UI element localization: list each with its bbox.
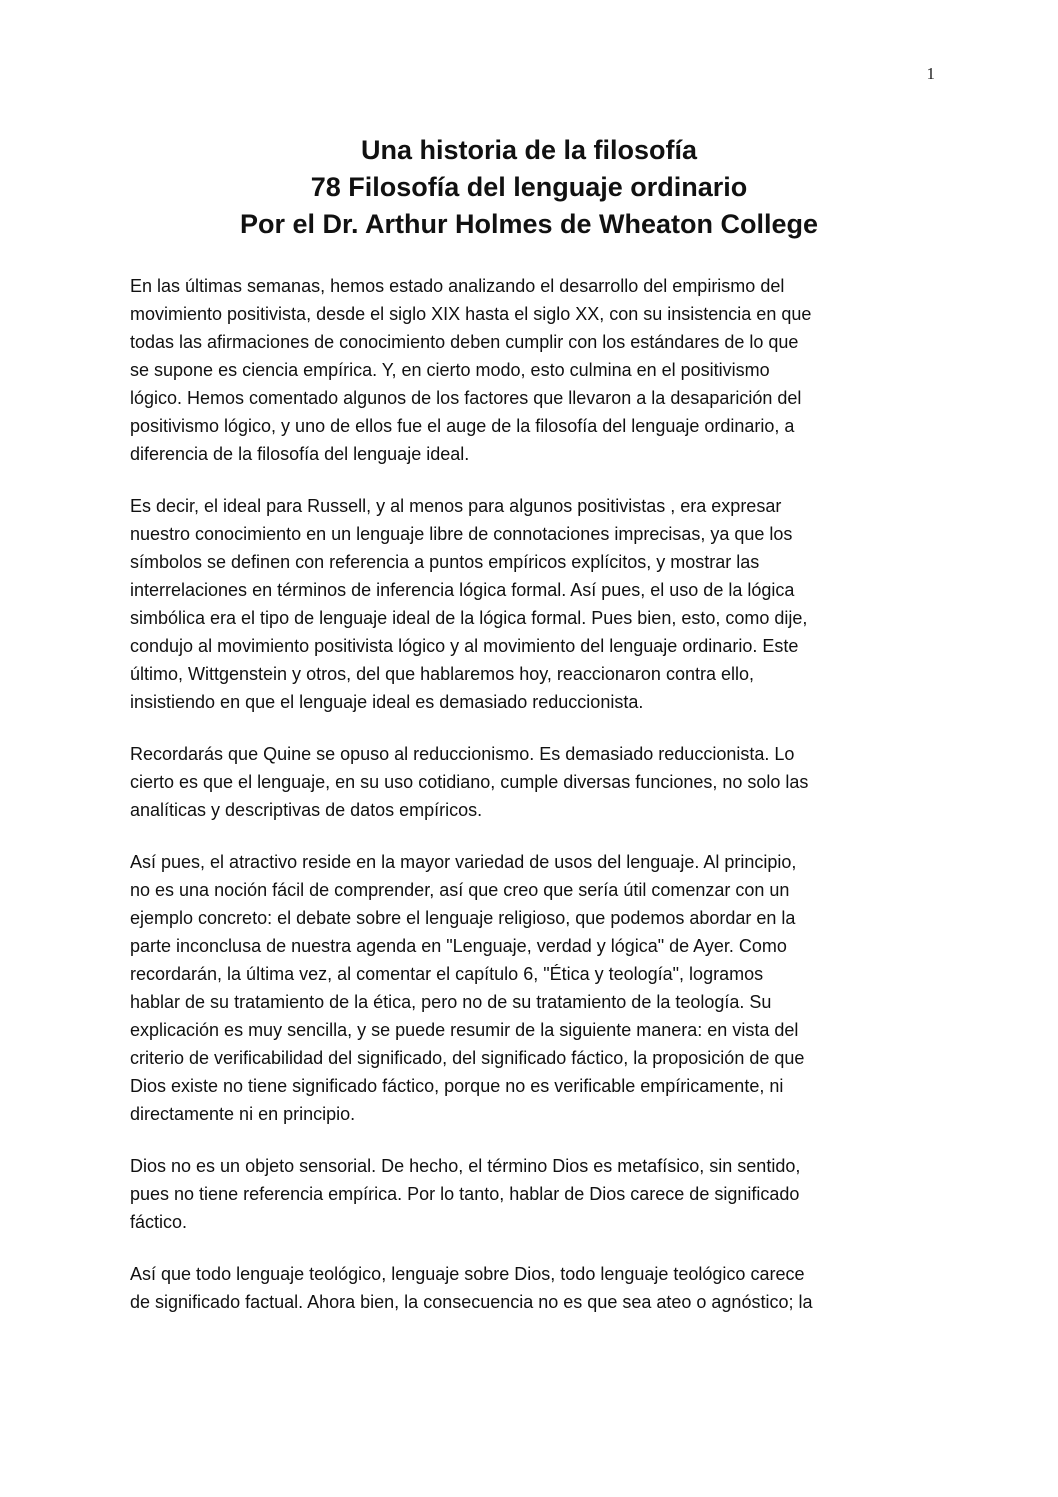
paragraph-line: último, Wittgenstein y otros, del que hablaremos hoy, reaccionaron contra ello, <box>130 664 754 684</box>
paragraph-line: Dios existe no tiene significado fáctico, porque no es verificable empíricamente, ni <box>130 1076 784 1096</box>
paragraph-line: interrelaciones en términos de inferencia lógica formal. Así pues, el uso de la lógica <box>130 580 795 600</box>
paragraph-line: insistiendo en que el lenguaje ideal es demasiado reduccionista. <box>130 692 644 712</box>
paragraph-line: lógico. Hemos comentado algunos de los factores que llevaron a la desaparición del <box>130 388 802 408</box>
paragraph-line: se supone es ciencia empírica. Y, en cierto modo, esto culmina en el positivismo <box>130 360 770 380</box>
paragraph-line: Así que todo lenguaje teológico, lenguaje sobre Dios, todo lenguaje teológico carece <box>130 1264 805 1284</box>
paragraph-line: En las últimas semanas, hemos estado analizando el desarrollo del empirismo del <box>130 276 785 296</box>
paragraph-line: Recordarás que Quine se opuso al reduccionismo. Es demasiado reduccionista. Lo <box>130 744 795 764</box>
paragraph-line: no es una noción fácil de comprender, así que creo que sería útil comenzar con un <box>130 880 790 900</box>
paragraph-line: símbolos se definen con referencia a puntos empíricos explícitos, y mostrar las <box>130 552 760 572</box>
paragraph-line: hablar de su tratamiento de la ética, pero no de su tratamiento de la teología. Su <box>130 992 772 1012</box>
paragraph-line: Dios no es un objeto sensorial. De hecho, el término Dios es metafísico, sin sentido, <box>130 1156 801 1176</box>
page-number: 1 <box>926 64 935 83</box>
paragraph <box>130 1260 935 1316</box>
paragraph-line: analíticas y descriptivas de datos empíricos. <box>130 800 483 820</box>
paragraph-line: condujo al movimiento positivista lógico y al movimiento del lenguaje ordinario. Este <box>130 636 799 656</box>
paragraph-line: criterio de verificabilidad del significado, del significado fáctico, la proposición de que <box>130 1048 805 1068</box>
document-title <box>100 132 958 243</box>
document-body <box>130 272 935 1340</box>
title-line-3: Por el Dr. Arthur Holmes de Wheaton College <box>239 209 819 239</box>
paragraph <box>130 740 935 824</box>
paragraph <box>130 848 935 1128</box>
paragraph-line: parte inconclusa de nuestra agenda en "Lenguaje, verdad y lógica" de Ayer. Como <box>130 936 787 956</box>
paragraph-line: positivismo lógico, y uno de ellos fue el auge de la filosofía del lenguaje ordinario, a <box>130 416 795 436</box>
paragraph-line: recordarán, la última vez, al comentar el capítulo 6, "Ética y teología", logramos <box>130 964 764 984</box>
paragraph-line: todas las afirmaciones de conocimiento deben cumplir con los estándares de lo que <box>130 332 799 352</box>
paragraph-line: fáctico. <box>130 1212 188 1232</box>
paragraph-line: ejemplo concreto: el debate sobre el lenguaje religioso, que podemos abordar en la <box>130 908 796 928</box>
paragraph-line: Es decir, el ideal para Russell, y al menos para algunos positivistas , era expresar <box>130 496 782 516</box>
title-line-2: 78 Filosofía del lenguaje ordinario <box>310 172 748 202</box>
paragraph-line: explicación es muy sencilla, y se puede resumir de la siguiente manera: en vista del <box>130 1020 799 1040</box>
paragraph-line: de significado factual. Ahora bien, la consecuencia no es que sea ateo o agnóstico; la <box>130 1292 813 1312</box>
paragraph-line: diferencia de la filosofía del lenguaje ideal. <box>130 444 470 464</box>
paragraph <box>130 272 935 468</box>
paragraph-line: cierto es que el lenguaje, en su uso cotidiano, cumple diversas funciones, no solo las <box>130 772 809 792</box>
title-line-1: Una historia de la filosofía <box>360 135 698 165</box>
paragraph-line: simbólica era el tipo de lenguaje ideal de la lógica formal. Pues bien, esto, como dije, <box>130 608 808 628</box>
paragraph-line: Así pues, el atractivo reside en la mayor variedad de usos del lenguaje. Al principio, <box>130 852 797 872</box>
paragraph-line: movimiento positivista, desde el siglo XIX hasta el siglo XX, con su insistencia en que <box>130 304 812 324</box>
paragraph-line: nuestro conocimiento en un lenguaje libre de connotaciones imprecisas, ya que los <box>130 524 793 544</box>
paragraph <box>130 492 935 716</box>
paragraph <box>130 1152 935 1236</box>
paragraph-line: pues no tiene referencia empírica. Por lo tanto, hablar de Dios carece de significado <box>130 1184 800 1204</box>
paragraph-line: directamente ni en principio. <box>130 1104 356 1124</box>
